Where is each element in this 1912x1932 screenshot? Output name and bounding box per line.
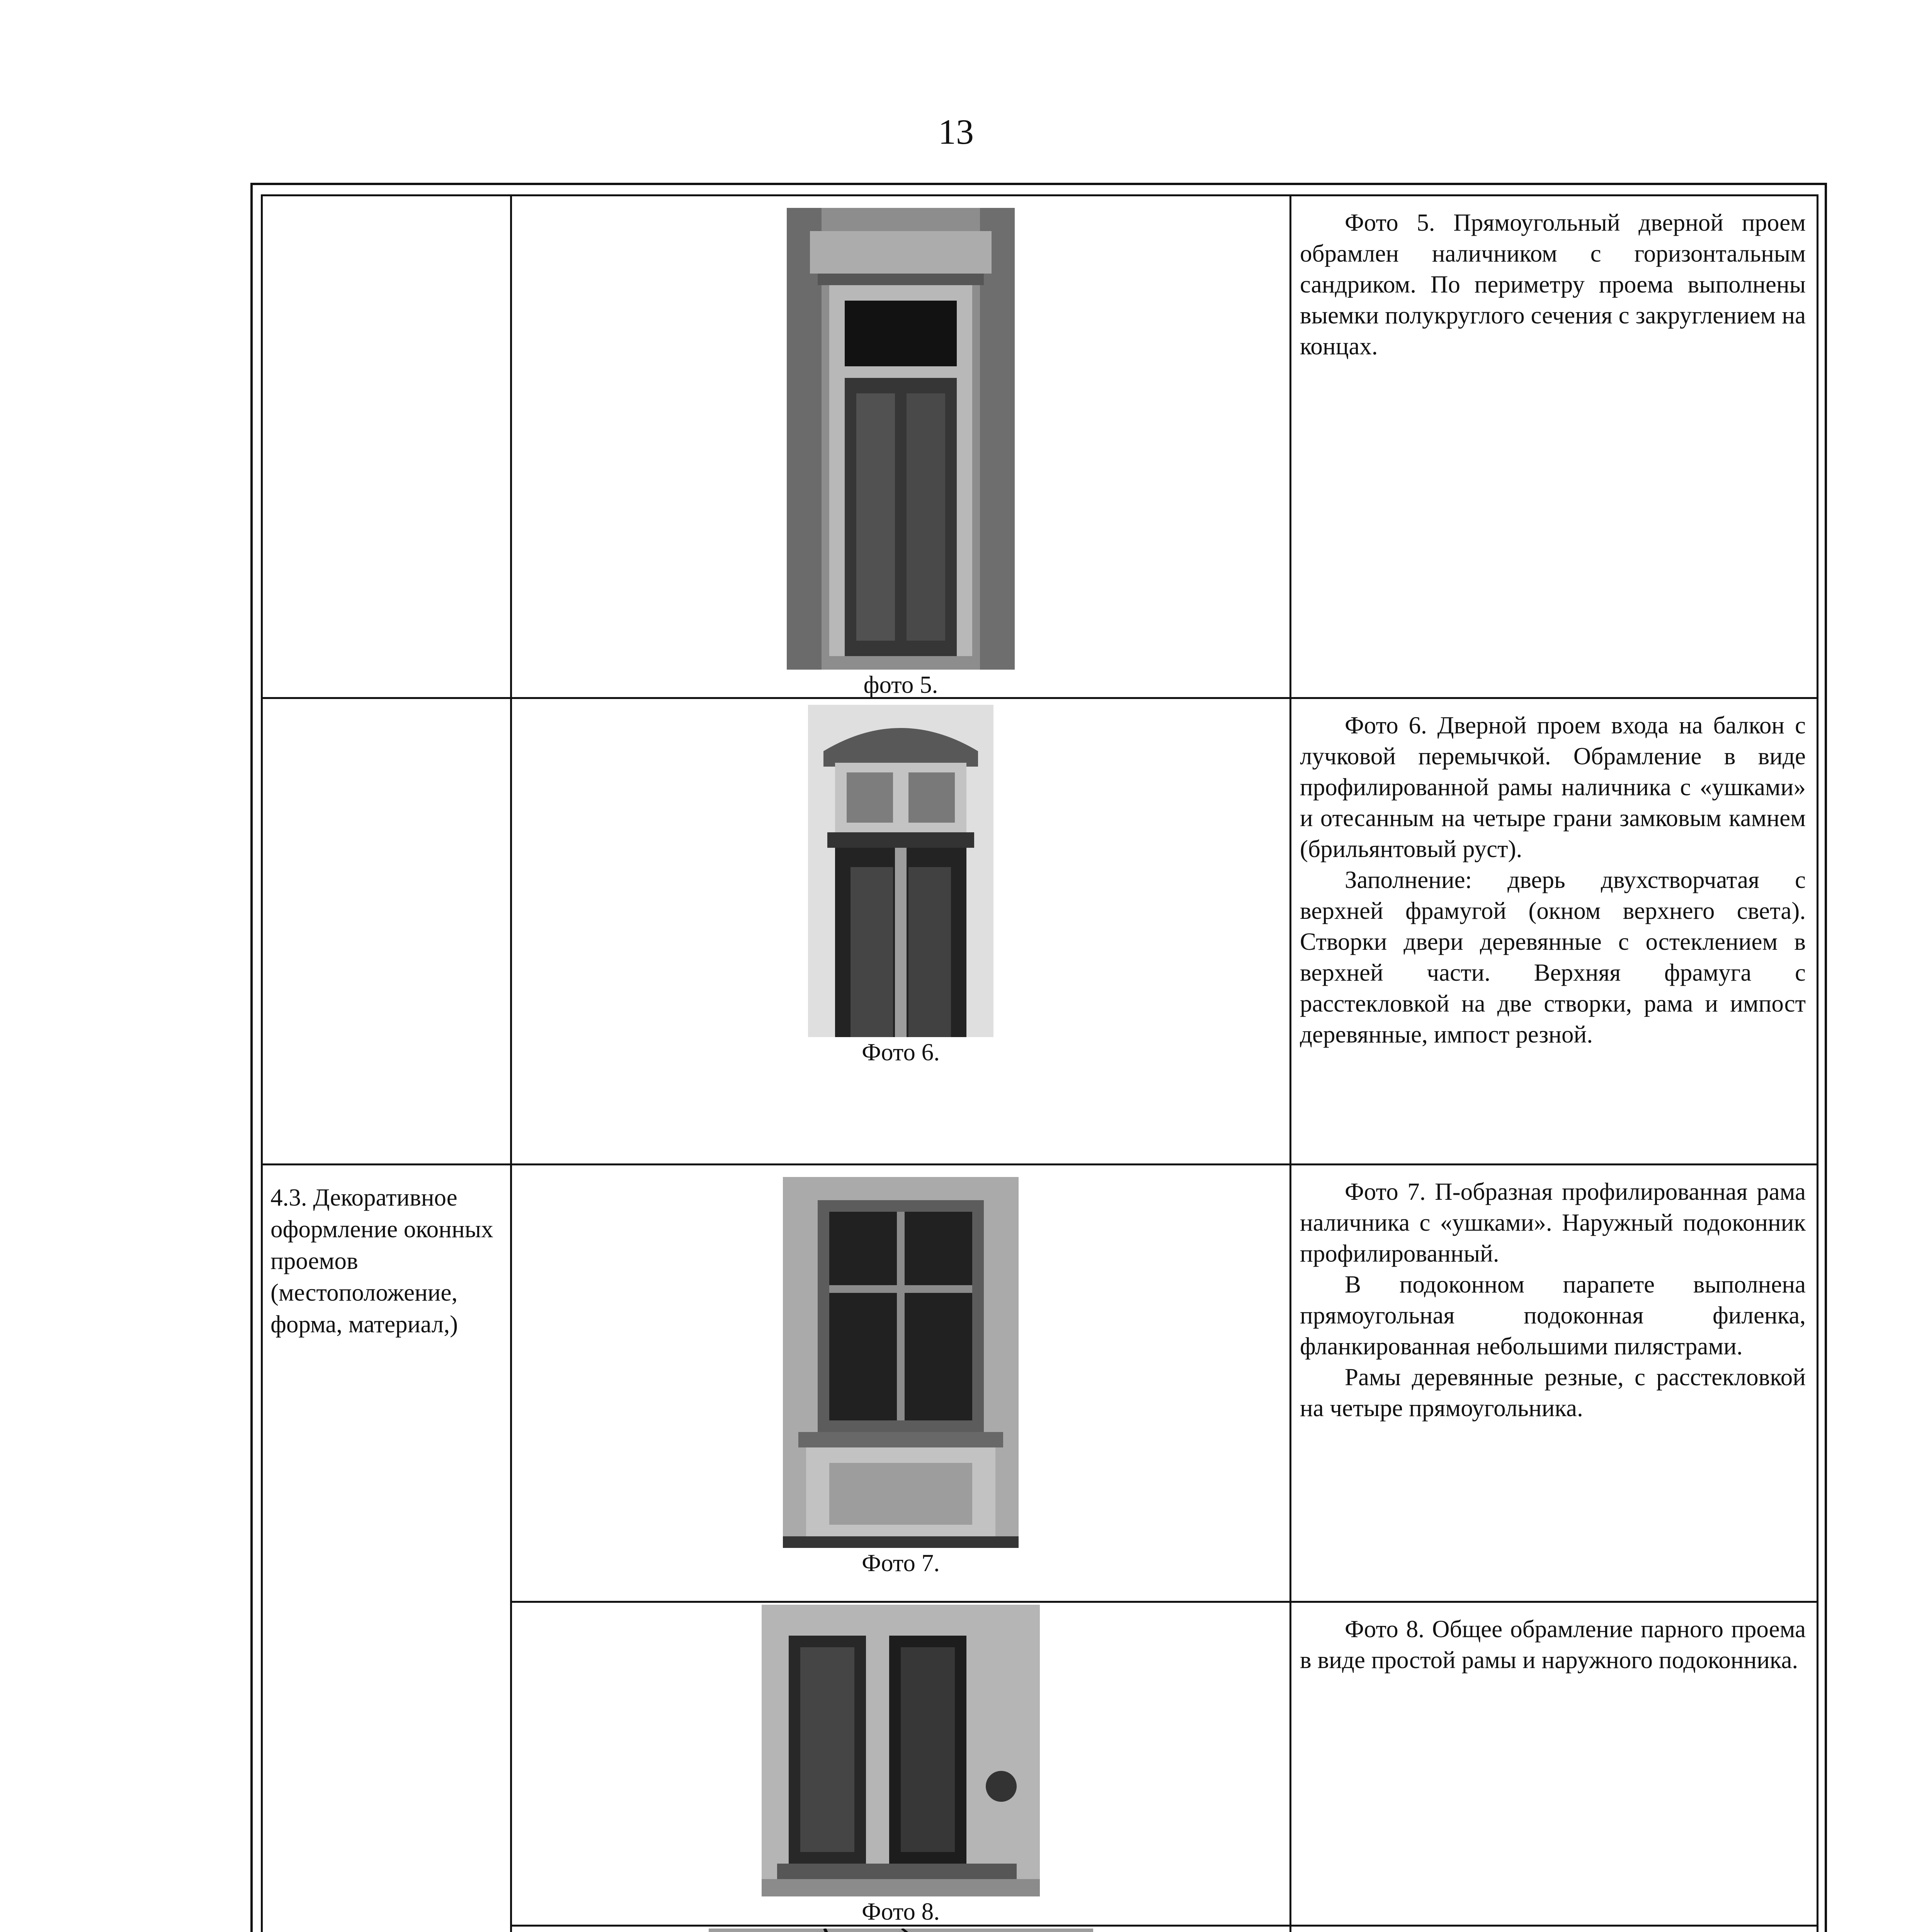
description-text: В подоконном парапете выполнена прямоугольная подоконная филенка, фланкированная небольшими пилястрами. — [1300, 1271, 1806, 1360]
page-number: 13 — [938, 112, 974, 151]
photo-7-caption: Фото 7. — [862, 1549, 940, 1577]
description-cell — [1291, 698, 1818, 1165]
photo-8-caption: Фото 8. — [862, 1898, 940, 1925]
photo-8-paired-windows — [762, 1605, 1040, 1896]
table-row — [262, 1165, 1818, 1602]
table-row — [262, 698, 1818, 1165]
photo-6-balcony-door — [808, 705, 993, 1037]
description-cell — [1291, 1165, 1818, 1602]
photo-cell — [511, 1165, 1291, 1602]
table-row — [262, 196, 1818, 698]
photo-5-door — [787, 208, 1015, 670]
photo-7-window — [783, 1177, 1019, 1548]
label-cell-empty — [262, 698, 511, 1165]
label-cell-empty — [262, 196, 511, 698]
section-label: 4.3. Декоративное оформление оконных проемов (местоположение, форма, материал,) — [270, 1184, 493, 1338]
photo-6-caption: Фото 6. — [862, 1039, 940, 1066]
description-cell — [1291, 196, 1818, 698]
photo-9-window — [709, 1929, 1093, 1932]
photo-cell — [511, 1602, 1291, 1926]
description-text: Фото 8. Общее обрамление парного проема в виде простой рамы и наружного подоконника. — [1300, 1616, 1806, 1673]
description-cell — [1291, 1926, 1818, 1932]
description-text: Фото 7. П-образная профилированная рама наличника с «ушками». Наружный подоконник профилированный. — [1300, 1178, 1806, 1267]
photo-5-caption: фото 5. — [863, 671, 938, 698]
photo-cell — [511, 698, 1291, 1165]
description-text: Рамы деревянные резные, с расстекловкой на четыре прямоугольника. — [1300, 1364, 1806, 1422]
photo-cell — [511, 1926, 1291, 1932]
description-text: Фото 6. Дверной проем входа на балкон с лучковой перемычкой. Обрамление в виде профилированной рамы наличника с «ушками» и отесанным на четыре грани замковым камнем (брильянтовый руст). — [1300, 712, 1806, 862]
photo-cell — [511, 196, 1291, 698]
description-text: Фото 5. Прямоугольный дверной проем обрамлен наличником с горизонтальным сандриком. По периметру проема выполнены выемки полукруглого сечения с закруглением на концах. — [1300, 209, 1806, 360]
description-text: Заполнение: дверь двухстворчатая с верхней фрамугой (окном верхнего света). Створки двери деревянные с остеклением в верхней части. Верхняя фрамуга с расстекловкой на две створки, рама и импост деревянные, импост резной. — [1300, 866, 1806, 1048]
section-label-cell — [262, 1165, 511, 1932]
photo-description-table — [261, 194, 1818, 1932]
description-cell — [1291, 1602, 1818, 1926]
